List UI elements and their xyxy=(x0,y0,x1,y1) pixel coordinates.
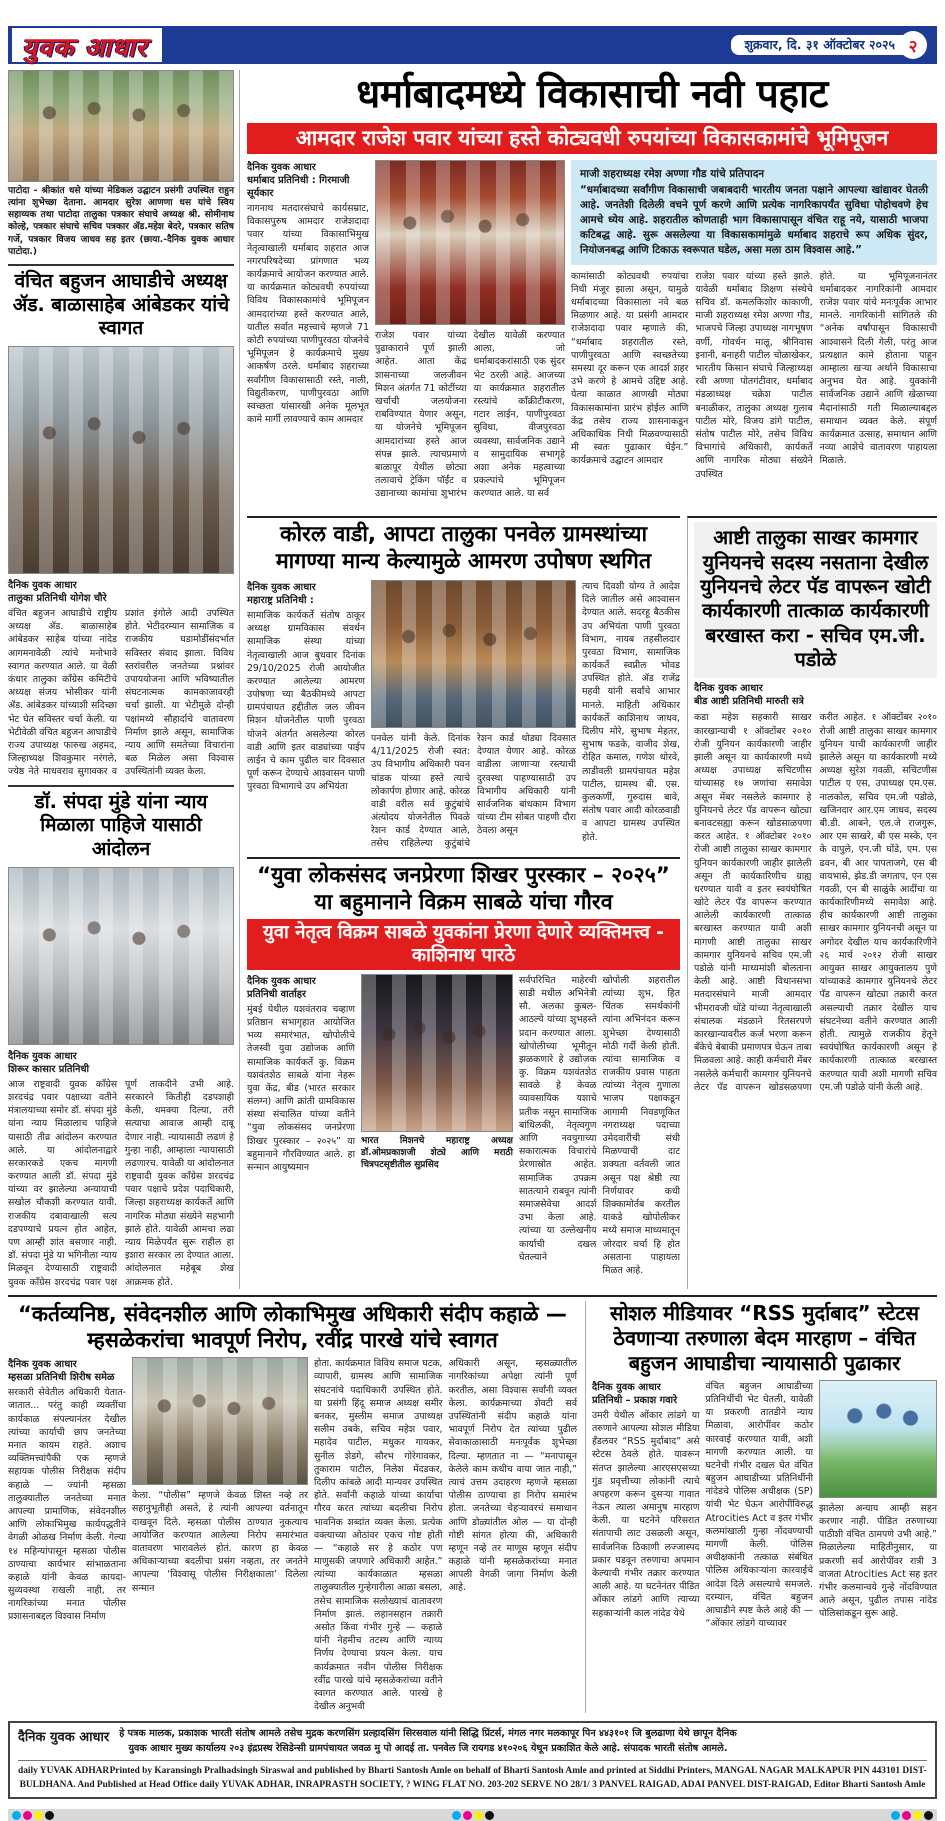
page-number-badge: २ xyxy=(899,31,927,59)
yuva-subheadline: युवा नेतृत्व विक्रम साबळे युवकांना प्रेरणा देणारे व्यक्तिमत्त्व - काशिनाथ पारठे xyxy=(247,919,680,969)
rss-col1-text: उमरी येथील ओंकार लांडगे या तरुणाने आपल्या सोशल मीडिया हँडलवर “RSS मुर्दाबाद” असे स्टेटस ठेवले होते. यावरून संतप्त झालेल्या आरएसएसच्या गुंड प्रवृत्तीच्या लोकांनी त्याचे अपहरण करून दुसऱ्या गावात नेऊन त्याला अमानुष मारहाण केली. या घटनेने परिसरात संतापाची लाट उसळली असून, सार्वजनिक ठिकाणी लज्जास्पद प्रकार घडवून तरुणाचा अपमान केल्याची गंभीर तक्रार करण्यात आली आहे. या घटनेनंतर पीडित ओंकार लांडगे आणि त्याच्या सहकाऱ्यांनी काल नांदेड येथे xyxy=(592,1409,700,1619)
lead-headline: धर्माबादमध्ये विकासाची नवी पहाट xyxy=(356,72,828,117)
page-header xyxy=(8,26,937,64)
koral-headline: कोरल वाडी, आपटा तालुका पनवेल ग्रामस्थांच्या मागण्या मान्य केल्यामुळे आमरण उपोषण स्थगित xyxy=(275,522,652,575)
kahale-reporter: म्हसळा प्रतिनिधी शिरीष समेळ xyxy=(8,1372,115,1384)
left-rail xyxy=(8,70,240,1289)
yuva-photo-block xyxy=(361,974,513,1277)
cmyk-dots-center xyxy=(452,1811,494,1820)
ashti-headline: आष्टी तालुका साखर कामगार युनियनचे सदस्य नसताना देखील युनियनचे लेटर पॅड वापरून खोटी कार्यकारणी तात्काळ कार्यकारणी बरखास्त करा - सचिव एम.जी. पडोळे xyxy=(694,522,937,678)
imprint-marathi-row xyxy=(18,1727,927,1756)
sampada-reporter: शिरूर कासार प्रतिनिधी xyxy=(8,1063,90,1075)
cmyk-dots-left xyxy=(12,1811,54,1820)
masthead-logo xyxy=(12,28,162,62)
lead-col1-text: नागनाथ मतदारसंघाचे कार्यसम्राट, विकासपुरुष आमदार राजेशदादा पवार यांच्या विकासाभिमुख नेतृत्वाखाली धर्माबाद शहरात आज नगरपरिषदेच्या प्रांगणात भव्य कार्यक्रमाचे आयोजन करण्यात आले. या कार्यक्रमात कोट्यवधी रुपयांच्या विविध विकासकामांचे भूमिपूजन आमदारांच्या हस्ते करण्यात आले, यातील सर्वात महत्त्वाचे म्हणजे 71 कोटी रुपयांच्या पाणीपुरवठा योजनेचे भूमिपूजन हे कार्यक्रमाचे मुख्य आकर्षण ठरले. धर्माबाद शहराच्या सर्वांगीण विकासासाठी रस्ते, नाली, विद्युतीकरण, पाणीपुरवठा आणि स्वच्छता यांसारखी अनेक मूलभूत कामे मार्गी लावण्याचे काम आमदार xyxy=(247,203,369,426)
yuva-photo-caption: भारत मिशनचे महाराष्ट्र अध्यक्ष डॉ.ओमप्रकाशजी शेट्ये आणि मराठी चित्रपटसृष्टीतील सुप्रसिद xyxy=(361,1135,513,1171)
beating-cartoon-illustration xyxy=(819,1380,937,1498)
yuva-reporter: प्रतिनिधी वार्ताहर xyxy=(247,988,306,1000)
lead-col4-text: राजेश पवार यांच्या हस्ते झाले. यावेळी धर्माबाद शिक्षण संस्थेचे सचिव डॉ. कमलकिशोर काकाणी, माजी शहराध्यक्ष रमेश अण्णा गौड, भाजपचे जिल्हा उपाध्यक्ष नागभूषण वर्णी, गोवर्धन मालू, श्रीनिवास इनानी, बनाहरी पाटील चोळाखेकर, भारतीय किसान संघाचे जिल्हाध्यक्ष रवी अण्णा पोतगंटीवार, धर्माबाद मंडळाध्यक्ष चक्रेश पाटील बनाळीकर, तालुका अध्यक्ष गुलाब पाटील मोरे, विजय डांगे पाटील, संतोष पाटील मोरे, तसेच विविध विभागांचे अधिकारी, कार्यकर्ते आणि नागरिक मोठ्या संख्येने उपस्थित xyxy=(695,270,813,480)
kahale-col4-text: अधिकारी असून, म्हसळ्यातील नागरिकांच्या अपेक्षा त्यांनी पूर्ण करतील, असा विश्वास सर्वांनी व्यक्त केला. कार्यक्रमाच्या शेवटी सर्व उपस्थितांनी संदीप कहाळे यांना भावपूर्ण निरोप देत त्यांच्या पुढील सेवाकाळासाठी मनःपूर्वक शुभेच्छा दिल्या. म्हणतात ना — “मनापासून केलेले काम कधीच वाया जात नाही,” त्याचं उत्तम उदाहरण म्हणजे म्हसळा पोलीस ठाण्याचा हा निरोप समारंभ होता. जनतेच्या चेहऱ्यावरचं समाधान आणि डोळ्यांतील ओल — या दोन्ही गोष्टी सांगत होत्या की, अधिकारी म्हणून नव्हे तर माणूस म्हणून संदीप कहाळे यांनी म्हसळेकरांच्या मनात आपली वेगळी जागा निर्माण केली आहे. xyxy=(448,1358,577,1594)
sampada-headline: डॉ. संपदा मुंडे यांना न्याय मिळाला पाहिजे यासाठी आंदोलन xyxy=(34,790,208,861)
registration-marks-bar xyxy=(8,1809,937,1821)
ashti-body: कडा महेश सहकारी साखर कारखान्याची १ ऑक्टोंबर २०१० रोजी युनियन कार्यकारणी जाहीर झाली असून या कार्यकारणी मध्ये अध्यक्ष उपाध्यक्ष सचिटणीस यांच्यासह १७ जणांचा समावेश असून मेंबर नसलेले कामगार हे युनियनचे लेटर पॅड वापरून खोट्या बनावटसह्या करून खोडसाळपणा करत आहेत. १ ऑक्टोबर २०१० रोजी आष्टी तालुका साखर कामगार युनियन कार्यकारणी जाहीर झालेली असून ती कार्यकारिणीच ग्राह्य धरण्यात यावी व इतर स्वयंघोषित खोटे लेटर पॅड वापरून करण्यात आलेली कार्यकारणी तात्काळ बरखास्त करण्यात यावी अशी मागणी आष्टी तालुका साखर कामगार युनियनचे सचिव एम.जी पडोळे यांनी माध्यमांशी बोलताना केली आहे. आष्टी विधानसभा मतदारसंघाने माजी आमदार भीमरावजी धोंडे यांच्या नेतृत्वाखाली संचालक मंडळाने रितसरपणे कारखान्यावरील कर्ज भरणा करून बँकेचे बेबाकी प्रमाणपत्र घेऊन ताबा मिळवला आहे. काही कर्मचारी मेंबर नसलेले कर्मचारी कामगार युनियनचे लेटर पॅड वापरून खोडसळपणा करीत आहेत. १ ऑक्टोंबर २०१० रोजी आष्टी तालुका साखर कामगार युनियन याची कार्यकारणी जाहीर झालेले असून या कार्यकारणी मध्ये अध्यक्ष सुरेश गवळी, सचिटणीस पाटील ए एस, उपाध्यक्ष एम.एस. नालकोल, सचिव एम.जी पडोळे, खजिनदार आर.एम जाधव, सदस्य बी.डी. आबने, एल.जे राजगुरू, आर एम साखरे, बी एस मस्के, एन के वापुले, एन.जी घोंडे, एम. एस ढवन, बी आर पापताजगे, एस बी वायभासे, झेड.डी जगताप, एन एस गवळी, एन बी साळुंके आदींचा या कार्यकारिणीमध्ये समावेश आहे. हीच कार्यकारणी आष्टी तालुका साखर कामगार युनियनची असून या अगोदर देखील याच कार्यकारिणीने २६ मार्च २०१२ रोजी साखर आयुक्त साखर आयुक्तालय पुणे यांच्याकडे कामगार युनियनचे लेटर पॅड वापरून खोट्या तक्रारी करत असल्याची तक्रार देखील याच संघटनेच्या वतीने करण्यात आली होती. त्यामुळे राजकीय हेतूने स्वयंघोषित कार्यकारणी असून हे कार्यकारणी तात्काळ बरखास्त करण्यात यावी अशी मागणी सचिव एम.जी पडोळे यांनी केली आहे. xyxy=(694,712,937,1093)
kahale-col1-text: सरकारी सेवेतील अधिकारी येतात-जातात... परंतु काही व्यक्तींचा कार्यकाळ संपल्यानंतर देखील त्यांच्या कार्याची छाप जनतेच्या मनात कायम राहते. अशाच व्यक्तिमत्त्वांपैकी एक म्हणजे सहायक पोलीस निरीक्षक संदीप कहाळे — ज्यांनी म्हसळा तालुक्यातील जनतेच्या मनात आपल्या प्रामाणिक, संवेदनशील आणि लोकाभिमुख कार्यपद्धतीने वेगळी ओळख निर्माण केली. गेल्या १४ महिन्यांपासून म्हसळा पोलीस ठाण्याचा कार्यभार सांभाळताना कहाळे यांनी केवळ कायदा-सुव्यवस्था राखली नाही, तर नागरिकांच्या मनात पोलीस प्रशासनाबद्दल विश्वास निर्माण xyxy=(8,1387,126,1623)
kahale-credit: दैनिक युवक आधार xyxy=(8,1359,77,1371)
rss-cartoon-block xyxy=(819,1380,937,1631)
koral-col2-text: पनवेल यांनी केले. दिनांक 4/11/2025 रोजी स्वत: उप विभागीय अधिकारी पवन चांडक यांच्या हस्ते त्याचे लोकार्पण होणार आहे. कोरळ वाडी वरील सर्व कुटुंबांचे अंत्योदय योजनेतील पिवळे रेशन कार्ड देण्यात आले, तसेच राहिलेल्या कुटुंबांचे रेशन कार्ड थोड्या दिवसात देण्यात येणार आहे. कोरळ वाडीला जाणाऱ्या रस्त्याची दुरवस्था पाहण्यासाठी उप विभागीय अधिकारी यांनी सार्वजनिक बांधकाम विभाग यांच्या टीम सोबत पाहणी दौरा ठेवला असून xyxy=(371,732,576,850)
rss-col2-text: वंचित बहुजन आघाडीच्या प्रतिनिधींची भेट घेतली, यावेळी या प्रकरणी तातडीने न्याय मिळावा, आरोपींवर कठोर कारवाई करण्यात यावी, अशी मागणी करण्यात आली. या घटनेची गंभीर दखल घेत वंचित बहुजन आघाडीच्या प्रतिनिधींनी नांदेडचे पोलिस अधीक्षक (SP) यांची भेट घेऊन आरोपींविरुद्ध Atrocities Act व इतर गंभीर कलमांखाली गुन्हा नोंदवण्याची मागणी केली. पोलिस अधीक्षकांनी तत्काळ संबंधित पोलिस अधिकाऱ्यांना कारवाईचे आदेश दिले असल्याचे समजले. दरम्यान, वंचित बहुजन आघाडीने स्पष्ट केले आहे की — “ओंकार लांडगे याच्यावर xyxy=(705,1380,813,1630)
sampada-protest-photo xyxy=(8,867,234,1045)
lead-col5-text: होते. या भूमिपूजनानंतर धर्माबादकर नागरिकांनी आमदार राजेश पवार यांचे मनःपूर्वक आभार मानले. नागरिकांनी सांगितले की “अनेक वर्षांपासून विकासाची आश्वासने दिली गेली, परंतु आज प्रत्यक्षात कामे होताना पाहून आम्हाला खऱ्या अर्थाने विकासाचा अनुभव येत आहे. युवकांनी सार्वजनिक उद्याने आणि खेळाच्या मैदानांसाठी गती मिळाल्याबद्दल समाधान व्यक्त केले. संपूर्ण कार्यक्रमात उत्साह, समाधान आणि नव्या आशेचे वातावरण पाहायला मिळाले. xyxy=(819,270,937,467)
imprint-english xyxy=(18,1760,927,1792)
kahale-photo-block xyxy=(132,1357,308,1713)
divider xyxy=(8,264,234,266)
imprint-box xyxy=(8,1721,937,1799)
rss-reporter: प्रतिनिधी – प्रकाश गवारे xyxy=(592,1394,678,1406)
yuva-col2-text: सर्वपरिचित माहेरची साडी मधील अभिनेत्री सौ. अलका कुबल-आठल्ये यांच्या शुभहस्ते प्रदान करण्यात आला. खोपोलीच्या भूमीतून झळकणारे हे उद्योजक कु. विक्रम यशवंतशेठ सावळे हे केवळ व्यावसायिक यशाचे प्रतीक नसून सामाजिक बांधिलकी, नेतृत्वगुण आणि नवयुगाच्या सकारात्मक विचारांचे प्रेरणास्रोत आहेत. सामाजिक उपक्रम सातत्याने राबवून त्यांनी समाजसेवेचा आदर्श उभा केला आहे. त्यांच्या या उल्लेखनीय कार्याची दखल घेतल्याने xyxy=(519,974,597,1263)
masthead-title: युवक आधार xyxy=(22,32,148,63)
lead-col3-text: कामांसाठी कोट्यवधी रुपयांचा निधी मंजूर झाला असून, यामुळे धर्माबादच्या विकासाला नवे बळ मिळणार आहे. या प्रसंगी आमदार राजेशदादा पवार म्हणाले की, “धर्माबाद शहरातील रस्ते, पाणीपुरवठा आणि स्वच्छतेच्या समस्या दूर करून एक आदर्श शहर उभे करणे हे आमचे उद्दिष्ट आहे. येत्या काळात आणखी मोठ्या विकासकामांना प्रारंभ होईल आणि केंद्र तसेच राज्य शासनाकडून अधिकाधिक निधी मिळवण्यासाठी मी स्वतः पुढाकार घेईन.” कार्यक्रमाचे उद्घाटन आमदार xyxy=(571,270,689,467)
lead-credit: दैनिक युवक आधार xyxy=(247,162,316,174)
rss-headline: सोशल मीडियावर “RSS मुर्दाबाद” स्टेटस ठेवणाऱ्या तरुणाला बेदम मारहाण – वंचित बहुजन आघाडीचा न्यायासाठी पुढाकार xyxy=(609,1300,920,1375)
ashti-article xyxy=(687,516,937,1289)
vanchit-credit: दैनिक युवक आधार xyxy=(8,580,77,592)
vanchit-headline: वंचित बहुजन आघाडीचे अध्यक्ष ॲड. बाळासाहेब आंबेडकर यांचे स्वागत xyxy=(12,269,230,340)
patoda-medical-inauguration-photo xyxy=(8,70,234,182)
lead-subheadline: आमदार राजेश पवार यांच्या हस्ते कोट्यवधी रुपयांच्या विकासकामांचे भूमिपूजन xyxy=(247,123,937,154)
koral-column-1 xyxy=(247,580,365,851)
lead-quote-box xyxy=(571,160,937,265)
date-badge: शुक्रवार, दि. ३१ ऑक्टोबर २०२५ xyxy=(731,35,921,56)
koral-credit: दैनिक युवक आधार xyxy=(247,581,316,593)
yuva-headline: “युवा लोकसंसद जनप्रेरणा शिखर पुरस्कार – २०२५” या बहुमानाने विक्रम साबळे यांचा गौरव xyxy=(257,862,670,915)
footer-masthead: दैनिक युवक आधार xyxy=(18,1730,110,1746)
imprint-marathi-line-1: हे पत्रक मालक, प्रकाशक भारती संतोष आमले तसेच मुद्रक करणसिंग प्रल्हादसिंग सिरसवाल यांनी सिद्धि प्रिंटर्स, मंगल नगर मलकापूर पिन ४४३१०१ जि बुलढाणा येथे छापून दैनिक xyxy=(119,1728,737,1740)
imprint-english-text: Printed by Karansingh Pralhadsingh Siraswal and published by Bharti Santosh Amle on behalf of Bharti Santosh Amle and printed at Siddhi Printers, MANGAL NAGAR MALKAPUR PIN 443101 DIST- BULDHANA. And Published at Head Office daily YUVAK ADHAR, INRAPRASTH SOCIETY, ? WING FLAT NO. 203-202 SERVE NO 28/1/ 3 PANVEL RAIGAD, ADAI PANVEL DIST-RAIGAD, Editor Bharti Santosh Amle xyxy=(19,1766,927,1791)
vanchit-body: वंचित बहुजन आघाडीचे राष्ट्रीय अध्यक्ष ॲड. बाळासाहेब आंबेडकर साहेब यांच्या नांदेड आगमनावेळी त्यांचे मनोभावे स्वागत करण्यात आले. या वेळी कंधार तालुका काँग्रेस कमिटीचे अध्यक्ष संजय भोसीकर यांनी ॲड. आंबेडकर यांच्याशी सदिच्छा भेट घेत सविस्तर चर्चा केली. या भेटीवेळी वंचित बहुजन आघाडीचे राज्य उपाध्यक्ष फारुख अहमद, जिल्हाध्यक्ष शिवकुमार नरंगले, ज्येष्ठ नेते माधवराव सुगावकर व प्रशांत इंगोले आदी उपस्थित होते. भेटीदरम्यान सामाजिक व राजकीय घडामोडींसंदर्भात सविस्तर संवाद झाला. विविध स्तरांवरील जनतेच्या प्रश्नांवर उपाययोजना आणि भविष्यातील संघटनात्मक कामकाजावरही चर्चा झाली. या भेटीमुळे दोन्ही पक्षांमध्ये सौहार्दाचे वातावरण निर्माण झाले असून, सामाजिक न्याय आणि समतेच्या विचारांना बळ मिळेल असा विश्वास उपस्थितांनी व्यक्त केला. xyxy=(8,608,234,778)
ashti-reporter: बीड आष्टी प्रतिनिधी मारुती सत्रे xyxy=(694,696,804,708)
content-grid xyxy=(8,70,937,1713)
middle-band xyxy=(247,516,937,1289)
kahale-farewell-photo xyxy=(132,1357,308,1485)
lead-article xyxy=(247,70,937,512)
middle-left-stack xyxy=(247,516,680,1289)
yuva-column-1 xyxy=(247,974,355,1277)
divider xyxy=(8,785,234,787)
bottom-band xyxy=(8,1295,937,1714)
imprint-marathi-line-2: युवक आधार मुख्य कार्यालय २०३ इंद्रप्रस्थ रेसिडेन्सी ग्रामपंचायत जवळ मु पो आदई ता. पनवेल जि रायगड ४१०२०६ येथून प्रकाशित केले आहे. संपादक भारती संतोष आमले. xyxy=(128,1742,728,1754)
koral-body xyxy=(247,580,680,851)
quote-box-text: “धर्माबादच्या सर्वांगीण विकासाची जबाबदारी भारतीय जनता पक्षाने आपल्या खांद्यावर घेतली आहे. जनतेशी दिलेली वचने पूर्ण करणे आणि प्रत्येक नागरिकापर्यंत सुविधा पोहोचवणे हेच आमचे ध्येय आहे. शहरातील कोणताही भाग विकासापासून वंचित राहू नये, यासाठी भाजपा कटिबद्ध आहे. सुरू असलेल्या या विकासकामांमुळे धर्माबाद शहराचे रूप अधिक सुंदर, नियोजनबद्ध आणि टिकाऊ स्वरूपात घडेल, असा मला ठाम विश्वास आहे.” xyxy=(580,184,928,256)
yuva-body xyxy=(247,974,680,1277)
ashti-credit: दैनिक युवक आधार xyxy=(694,683,763,695)
date-area xyxy=(731,31,927,59)
rss-credit: दैनिक युवक आधार xyxy=(592,1381,661,1393)
patoda-photo-caption: पाटोदा - श्रीकांत धसे यांच्या मेडिकल उद्घाटन प्रसंगी उपस्थित राहुन त्यांना शुभेच्छा देताना. आमदार सुरेश आणणा धस यांचे स्विय सहाय्यक तथा पाटोदा तालुका पत्रकार संघाचे अध्यक्ष श्री. सोमीनाथ कोल्हे, पत्रकार संघाचे सचिव पत्रकार ॲड.महेश बेदरे, पत्रकार सतिष गर्जे, पत्रकार विजय जाधव सह इतर (छाया.-दैनिक युवक आधार पाटोदा.) xyxy=(8,186,234,257)
koral-meeting-photo xyxy=(371,580,576,728)
yuva-award-photo xyxy=(361,974,513,1132)
kahale-col2-text: केला. “पोलीस” म्हणजे केवळ शिस्त नव्हे तर सहानुभूतीही असते, हे त्यांनी आपल्या वर्तनातून दाखवून दिले. म्हसळा पोलीस ठाण्यात नुकत्याच आयोजित करण्यात आलेल्या निरोप समारंभात वातावरण भारावलेलं होतं. कारण हा केवळ अधिकाऱ्याच्या बदलीचा प्रसंग नव्हता, तर जनतेने आपल्या ‘विश्वासू पोलीस निरीक्षकाला’ दिलेला सन्मान xyxy=(132,1490,308,1594)
yuva-col3-text: खोपोली शहरातील त्यांच्या शुभ, हित चिंतक समर्थकांनी त्यांना अभिनंदन करून शुभेच्छा देण्यासाठी मोठी गर्दी केली होती. त्यांचा सामाजिक व राजकीय प्रवास पाहता त्यांच्या नेतृत्व गुणाला भाजप पक्षाकडून आगामी निवडणूकित नगराध्यक्ष पदाच्या उमेदवारीची संधी मिळण्याची दाट शक्यता वर्तवली जात असून पक्ष श्रेष्ठी त्या निर्णयावर कधी शिक्कामोर्तब करतील याकडे खोपोलीकर मध्ये समाज माध्यमातून जोरदार चर्चा हि होत असताना पाहायला मिळत आहे. xyxy=(602,974,680,1276)
yuva-article xyxy=(247,857,680,1277)
koral-column-2 xyxy=(371,580,576,851)
koral-article xyxy=(247,516,680,850)
imprint-english-name: daily YUVAK ADHAR xyxy=(18,1766,110,1777)
kahale-headline: “कर्तव्यनिष्ठ, संवेदनशील आणि लोकाभिमुख अधिकारी संदीप कहाळे — म्हसळेकरांचा भावपूर्ण निरोप, रवींद्र पारखे यांचे स्वागत xyxy=(18,1301,567,1353)
yuva-col1-text: मुंबई येथील यशवंतराव चव्हाण प्रतिष्ठान सभागृहात आयोजित भव्य समारंभात, खोपोलीचे तेजस्वी युवा उद्योजक आणि सामाजिक कार्यकर्ते कु. विक्रम यशवंतशेठ साबळे यांना नेहरू युवा केंद्र, बीड (भारत सरकार संलग्न) आणि क्रांती ग्रामविकास संस्था संचालित यांच्या वतीने “युवा लोकसंसद जनप्रेरणा शिखर पुरस्कार – २०२५” या बहुमानाने गौरविण्यात आले. हा सन्मान आयुष्यमान xyxy=(247,1003,355,1174)
lead-column-2 xyxy=(375,160,565,500)
kahale-article xyxy=(8,1301,577,1714)
imprint-marathi xyxy=(119,1727,736,1756)
lead-right-block xyxy=(571,160,937,500)
sampada-credit: दैनिक युवक आधार xyxy=(8,1050,77,1062)
koral-col1-text: सामाजिक कार्यकर्ते संतोष ठाकूर अध्यक्ष ग्रामविकास संवर्धन सामाजिक संस्था यांच्या नेतृत्वाखाली आज बुधवार दिनांक 29/10/2025 रोजी आयोजीत करण्यात आलेल्या आमरण उपोषणा च्या बैठकीमध्ये आपटा ग्रामपंचायत हद्दीतील जल जीवन मिशन योजनेतील पाणी पुरवठा योजने अंतर्गत असलेल्या कोरल वाडी आणि इतर वाड्यांच्या पाईप लाईन चे काम पुढील चार दिवसात पूर्ण करून देण्याचे आश्वासन पाणी पुरवठा विभागाचे उप अभियंता xyxy=(247,609,365,793)
kahale-col3-text: होता. कार्यक्रमात विविध समाज घटक, व्यापारी, ग्रामस्थ आणि सामाजिक संघटनांचे पदाधिकारी उपस्थित होते. या प्रसंगी हिंदू समाज अध्यक्ष समीर बनकर, मुस्लीम समाज उपाध्यक्ष सलीम उबके, सचिव महेश पवार, महादेव पाटील, मधुकर गायकर, सुनील शेडगे, सौरभ गोरेगावकर, तुकाराम पाटील, निलेश मेंदडकर, दिलीप कांबळे आदी मान्यवर उपस्थित होते. सर्वांनी कहाळे यांच्या कार्याचा गौरव करत त्यांच्या बदलीचा निरोप भावनिक शब्दांत व्यक्त केला. प्रत्येक वक्त्याच्या ओठांवर एकच गोष्ट होती — “कहाळे सर हे कठोर पण माणुसकी जपणारे अधिकारी आहेत.” त्यांच्या कार्यकाळात म्हसळा तालुक्यातील गुन्हेगारीला आळा बसला, तसेच सामाजिक सलोख्याचं वातावरण निर्माण झालं. लहानसहान तक्रारी असोत किंवा गंभीर गुन्हे — कहाळे यांनी नेहमीच तटस्थ आणि न्याय्य निर्णय देण्याचा प्रयत्न केला. याच कार्यक्रमात नवीन पोलीस निरीक्षक रवींद्र पारखे यांचे म्हसळेकरांच्या वतीने स्वागत करण्यात आले. पारखे हे देखील अनुभवी xyxy=(314,1358,443,1713)
dharmabad-event-photo xyxy=(375,160,565,325)
yuva-credit: दैनिक युवक आधार xyxy=(247,975,316,987)
kahale-column-1 xyxy=(8,1357,126,1713)
cmyk-dots-right xyxy=(891,1811,933,1820)
quote-box-title: माजी शहराध्यक्ष रमेश अण्णा गौड यांचे प्रतिपादन xyxy=(580,168,765,181)
rss-article xyxy=(585,1301,937,1714)
lead-reporter: धर्माबाद प्रतिनिधी : गिरमाजी सूर्यकार xyxy=(247,175,350,200)
lead-lower-columns xyxy=(571,270,937,481)
sampada-body: आज राष्ट्रवादी युवक काँग्रेस शरदचंद्र पवार पक्षाच्या वतीने मंत्रालयाच्या समोर डॉ. संपदा मुंडे यांना न्याय मिळालाच पाहिजे यासाठी तीव्र आंदोलन करण्यात आले. या आंदोलनाद्वारे सरकारकडे एकच मागणी करण्यात आली डॉ. संपदा मुंडे यांच्या वर झालेल्या अन्यायाची सखोल चौकशी करण्यात यावी. राजकीय दबावाखाली सत्य दडपण्याचे प्रयत्न होत आहेत, पण आम्ही शांत बसणार नाही. डॉ. संपदा मुंडे या भगिनीला न्याय मिळवून देण्यासाठी राष्ट्रवादी युवक काँग्रेस शरदचंद्र पवार पक्ष पूर्ण ताकदीने उभी आहे. सरकारने कितीही दडपशाही केली, धमक्या दिल्या, तरी सत्याचा आवाज आम्ही दाबू देणार नाही. न्यायासाठी लढणं हे गुन्हा नाही, आम्हाला न्यायासाठी लढणारच. यावेळी या आंदोलनात राष्ट्रवादी युवक काँग्रेस शरदचंद्र पवार पक्षाचे प्रदेश पदाधिकारी, जिल्हा शहराध्यक्ष कार्यकर्ते आणि नागरिक मोठ्या संख्येने सहभागी झाले होते. यावेळी आमचा लढा न्याय मिळेपर्यंत सुरू राहील हा इशारा सरकार ला देण्यात आला. आंदोलनात महेबूब शेख आक्रमक होते. xyxy=(8,1078,234,1288)
lead-col2-text: राजेश पवार यांच्या पुढाकाराने पूर्ण झाली आहेत. आता केंद्र शासनाच्या जलजीवन मिशन अंतर्गत 71 कोटींच्या खर्चाची जलयोजना राबविण्यात येणार असून, या योजनेचे भूमिपूजन आमदारांच्या हस्ते आज संपन्न झाले. त्याचप्रमाणे बाळापूर येथील छोट्या तलावाचे ट्रेकिंग पॉईंट व उद्यानाच्या कामांचा शुभारंभ देखील यावेळी करण्यात आला, जो धर्माबादकरांसाठी एक सुंदर भेट ठरली आहे. आजच्या या कार्यक्रमात शहरातील रस्त्यांचे काँक्रीटीकरण, गटार लाईन, पाणीपुरवठा सुविधा, वीजपुरवठा व्यवस्था, सार्वजनिक उद्याने व सामुदायिक सभागृहे अशा अनेक महत्वाच्या प्रकल्पांचे भूमिपूजन करण्यात आले. या सर्व xyxy=(375,330,565,500)
rss-col3-text: झालेला अन्याय आम्ही सहन करणार नाही. पीडित तरुणाच्या पाठीशी वंचित ठामपणे उभी आहे.” मिळालेल्या माहितीनुसार, या प्रकरणी सर्व आरोपींवर रात्री 3 वाजता Atrocities Act सह इतर गंभीर कलमान्वये गुन्हे नोंदविण्यात आले असून, पुढील तपास नांदेड पोलिसांकडून सुरू आहे. xyxy=(819,1502,937,1620)
vanchit-reporter: तालुका प्रतिनिधी योगेश चौरे xyxy=(8,593,107,605)
koral-reporter: महाराष्ट्र प्रतिनिधी : xyxy=(247,594,314,606)
kahale-body xyxy=(8,1357,577,1713)
ambedkar-welcome-photo xyxy=(8,346,234,574)
rss-column-1 xyxy=(592,1380,700,1631)
lead-column-1 xyxy=(247,160,369,500)
lead-body xyxy=(247,160,937,500)
koral-col3-text: त्याच दिवशी योग्य ते आदेश दिले जातील असे आश्वासन देण्यात आले. सदरहू बैठकीस उप अभियंता पाणी पुरवठा विभाग, नायब तहसीलदार पुरवठा विभाग, सामाजिक कार्यकर्ते स्वप्नील भोवड उपस्थित होते. ॲड राजेंद्र महवी यांनी सर्वांचे आभार मानले. माहिती अधिकार कार्यकर्ते काशिनाथ जाधव, दिलीप मोरे, सुभाष मेहतर, सुभाष फडके, वाजीद शेख, रोहित कमाल, गणेश थोरवे, लाडीवली ग्रामपंचायत महेश पाटील, ग्रामस्थ बी. एस. कुलकर्णी, गुरुदास बावे, संतोष पवार आदी कोरळवाडी व आपटा ग्रामस्थ उपस्थित होते. xyxy=(582,580,680,843)
rss-body xyxy=(592,1380,937,1631)
